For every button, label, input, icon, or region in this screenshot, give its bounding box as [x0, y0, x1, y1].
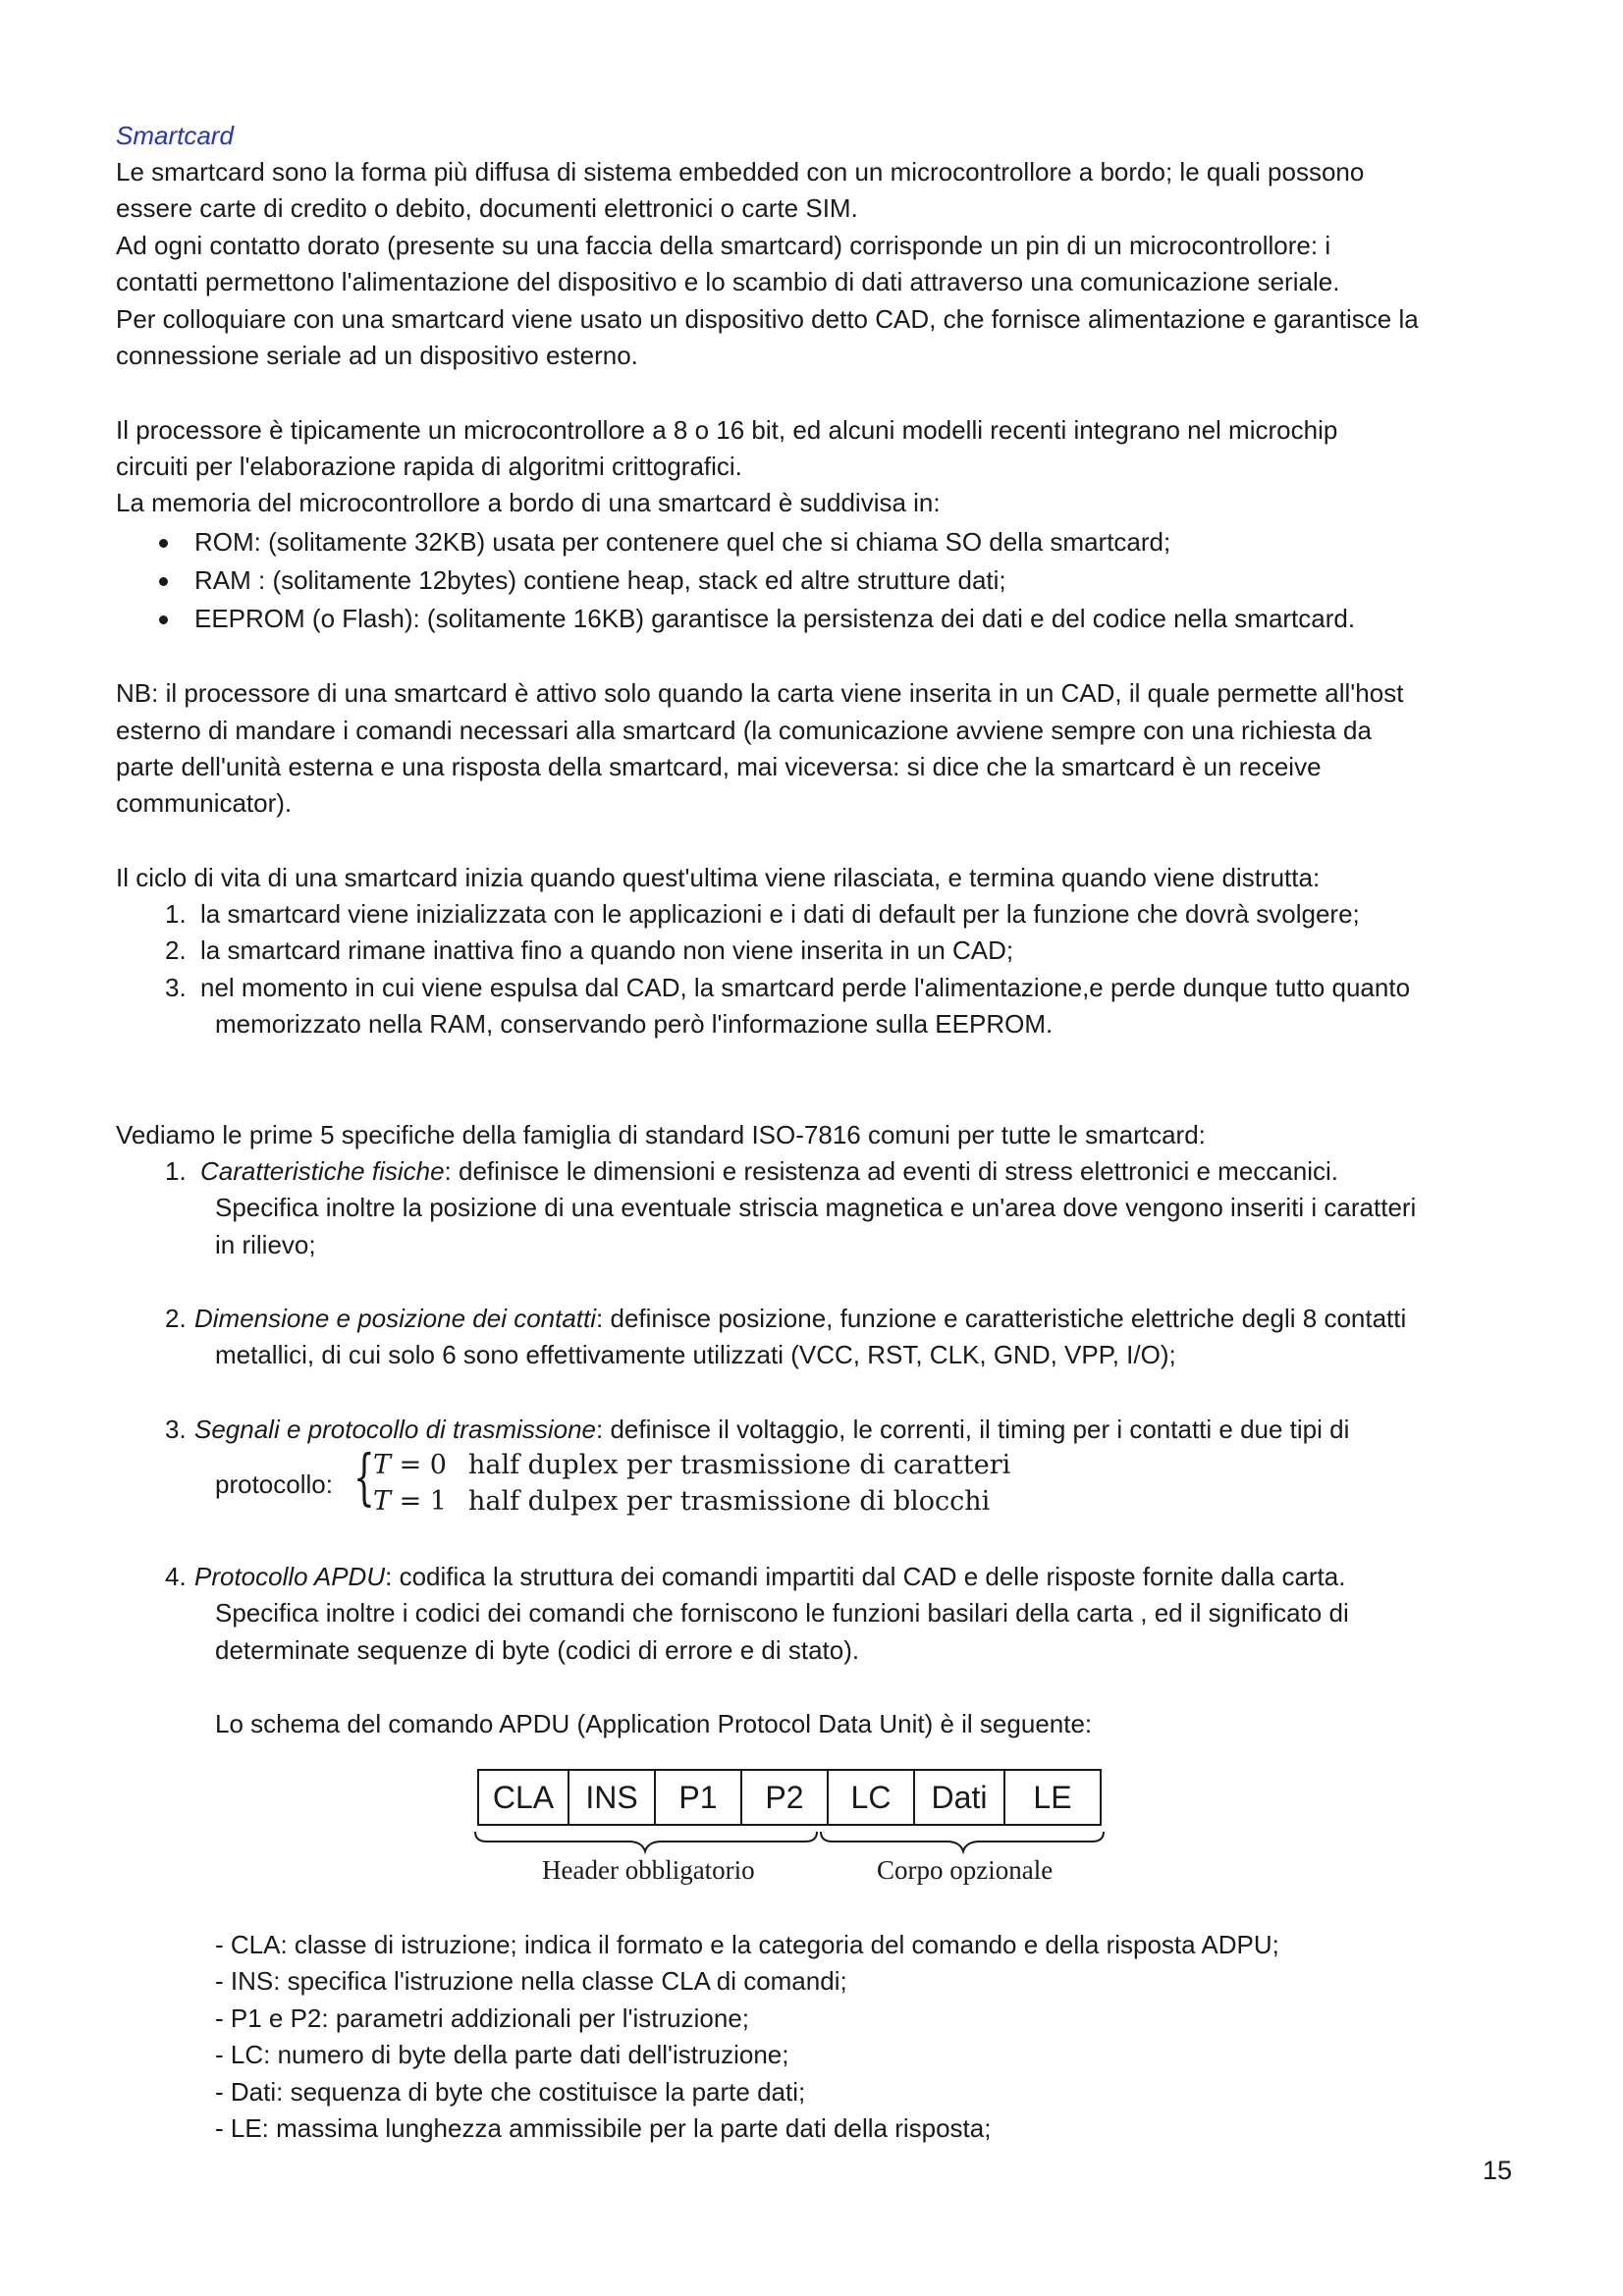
protocol-t1	[373, 1483, 990, 1520]
list-number: 4.	[165, 1562, 187, 1591]
apdu-cell-ins: INS	[568, 1769, 656, 1826]
apdu-cell-dati: Dati	[913, 1769, 1005, 1826]
protocol-label: protocollo:	[215, 1469, 333, 1499]
apdu-diagram	[477, 1769, 1102, 1826]
processor-line: Il processore è tipicamente un microcontrollore a 8 o 16 bit, ed alcuni modelli recenti integrano nel microchip	[116, 415, 1338, 445]
header-brace	[475, 1832, 817, 1851]
apdu-field-dati: - Dati: sequenza di byte che costituisce la parte dati;	[215, 2077, 806, 2107]
lifecycle-item: nel momento in cui viene espulsa dal CAD, la smartcard perde l'alimentazione,e perde dunque tutto quanto	[200, 973, 1411, 1002]
apdu-cell-lc: LC	[827, 1769, 915, 1826]
protocol-t0	[373, 1447, 1010, 1483]
math-eq: = 1	[391, 1486, 447, 1517]
apdu-field-p1p2: - P1 e P2: parametri addizionali per l'istruzione;	[215, 2003, 750, 2033]
apdu-cell-le: LE	[1003, 1769, 1102, 1826]
nb-line: NB: il processore di una smartcard è attivo solo quando la carta viene inserita in un CAD, il quale permette all'host	[116, 678, 1404, 708]
nb-line: communicator).	[116, 788, 293, 818]
iso-desc: : definisce posizione, funzione e caratteristiche elettriche degli 8 contatti	[596, 1304, 1407, 1333]
page-number: 15	[1483, 2156, 1513, 2185]
iso-term: Caratteristiche fisiche	[200, 1156, 445, 1186]
iso-term: Protocollo APDU	[194, 1562, 386, 1591]
apdu-schema-intro: Lo schema del comando APDU (Application Protocol Data Unit) è il seguente:	[215, 1709, 1093, 1738]
apdu-field-cla: - CLA: classe di istruzione; indica il formato e la categoria del comando e della risposta ADPU;	[215, 1930, 1279, 1959]
apdu-field-lc: - LC: numero di byte della parte dati dell'istruzione;	[215, 2040, 789, 2069]
iso-item-1-cont: Specifica inoltre la posizione di una eventuale striscia magnetica e un'area dove vengono inseriti i caratteri	[215, 1193, 1417, 1222]
body-brace	[821, 1832, 1104, 1851]
nb-line: esterno di mandare i comandi necessari alla smartcard (la comunicazione avviene sempre con una richiesta da	[116, 716, 1372, 745]
iso-desc: : codifica la struttura dei comandi impartiti dal CAD e delle risposte fornite dalla carta.	[385, 1562, 1346, 1591]
iso-item-1-cont: in rilievo;	[215, 1230, 316, 1259]
lifecycle-item: la smartcard rimane inattiva fino a quando non viene inserita in un CAD;	[200, 935, 1014, 965]
iso-item-4	[194, 1559, 1345, 1595]
math-var: T	[373, 1486, 392, 1517]
list-number: 1.	[165, 1156, 187, 1186]
list-number: 2.	[165, 1304, 187, 1333]
apdu-braces	[471, 1830, 1109, 1855]
list-number: 3.	[165, 1415, 187, 1444]
lifecycle-item: la smartcard viene inizializzata con le applicazioni e i dati di default per la funzione che dovrà svolgere;	[200, 899, 1360, 929]
apdu-field-ins: - INS: specifica l'istruzione nella classe CLA di comandi;	[215, 1966, 847, 1996]
intro-line: Per colloquiare con una smartcard viene usato un dispositivo detto CAD, che fornisce alimentazione e garantisce la	[116, 304, 1419, 334]
intro-line: connessione seriale ad un dispositivo esterno.	[116, 341, 638, 370]
bullet-icon	[159, 615, 168, 624]
iso-desc: : definisce il voltaggio, le correnti, il timing per i contatti e due tipi di	[596, 1415, 1350, 1444]
math-var: T	[373, 1450, 392, 1480]
protocol-t1-desc: half dulpex per trasmissione di blocchi	[467, 1486, 991, 1517]
apdu-cell-cla: CLA	[477, 1769, 569, 1826]
list-number: 2.	[165, 935, 187, 965]
processor-line: circuiti per l'elaborazione rapida di algoritmi crittografici.	[116, 452, 742, 481]
bullet-icon	[159, 577, 168, 586]
iso-item-4-cont: determinate sequenze di byte (codici di errore e di stato).	[215, 1635, 860, 1665]
intro-line: Le smartcard sono la forma più diffusa di sistema embedded con un microcontrollore a bordo; le quali possono	[116, 157, 1365, 187]
iso-intro: Vediamo le prime 5 specifiche della famiglia di standard ISO-7816 comuni per tutte le smartcard:	[116, 1120, 1206, 1149]
bullet-icon	[159, 539, 168, 548]
curly-brace: {	[353, 1441, 375, 1513]
iso-item-1	[200, 1153, 1338, 1190]
iso-desc: : definisce le dimensioni e resistenza ad eventi di stress elettronici e meccanici.	[444, 1156, 1338, 1186]
list-number: 1.	[165, 899, 187, 929]
lifecycle-intro: Il ciclo di vita di una smartcard inizia quando quest'ultima viene rilasciata, e termina quando viene distrutta:	[116, 863, 1321, 892]
iso-term: Dimensione e posizione dei contatti	[194, 1304, 597, 1333]
iso-item-2-cont: metallici, di cui solo 6 sono effettivamente utilizzati (VCC, RST, CLK, GND, VPP, I/O);	[215, 1340, 1176, 1369]
protocol-t0-desc: half duplex per trasmissione di caratteri	[467, 1450, 1011, 1480]
nb-line: parte dell'unità esterna e una risposta della smartcard, mai viceversa: si dice che la smartcard è un receive	[116, 752, 1322, 781]
lifecycle-item-cont: memorizzato nella RAM, conservando però l'informazione sulla EEPROM.	[215, 1009, 1054, 1039]
apdu-body-caption: Corpo opzionale	[877, 1855, 1054, 1885]
intro-line: Ad ogni contatto dorato (presente su una faccia della smartcard) corrisponde un pin di un microcontrollore: i	[116, 231, 1331, 260]
intro-line: contatti permettono l'alimentazione del dispositivo e lo scambio di dati attraverso una comunicazione seriale.	[116, 267, 1340, 296]
iso-item-2	[194, 1301, 1406, 1337]
iso-term: Segnali e protocollo di trasmissione	[194, 1415, 596, 1444]
list-number: 3.	[165, 973, 187, 1002]
apdu-cell-p2: P2	[740, 1769, 829, 1826]
memory-item-rom: ROM: (solitamente 32KB) usata per contenere quel che si chiama SO della smartcard;	[194, 527, 1171, 557]
apdu-field-le: - LE: massima lunghezza ammissibile per la parte dati della risposta;	[215, 2113, 992, 2143]
section-title: Smartcard	[116, 121, 234, 150]
iso-item-4-cont: Specifica inoltre i codici dei comandi che forniscono le funzioni basilari della carta , ed il significato di	[215, 1598, 1349, 1628]
intro-line: essere carte di credito o debito, documenti elettronici o carte SIM.	[116, 193, 858, 223]
memory-item-eeprom: EEPROM (o Flash): (solitamente 16KB) garantisce la persistenza dei dati e del codice nella smartcard.	[194, 604, 1356, 633]
apdu-cell-p1: P1	[654, 1769, 742, 1826]
math-eq: = 0	[391, 1450, 447, 1480]
processor-line: La memoria del microcontrollore a bordo di una smartcard è suddivisa in:	[116, 488, 941, 517]
memory-item-ram: RAM : (solitamente 12bytes) contiene heap, stack ed altre strutture dati;	[194, 565, 1006, 595]
apdu-header-caption: Header obbligatorio	[542, 1855, 755, 1885]
